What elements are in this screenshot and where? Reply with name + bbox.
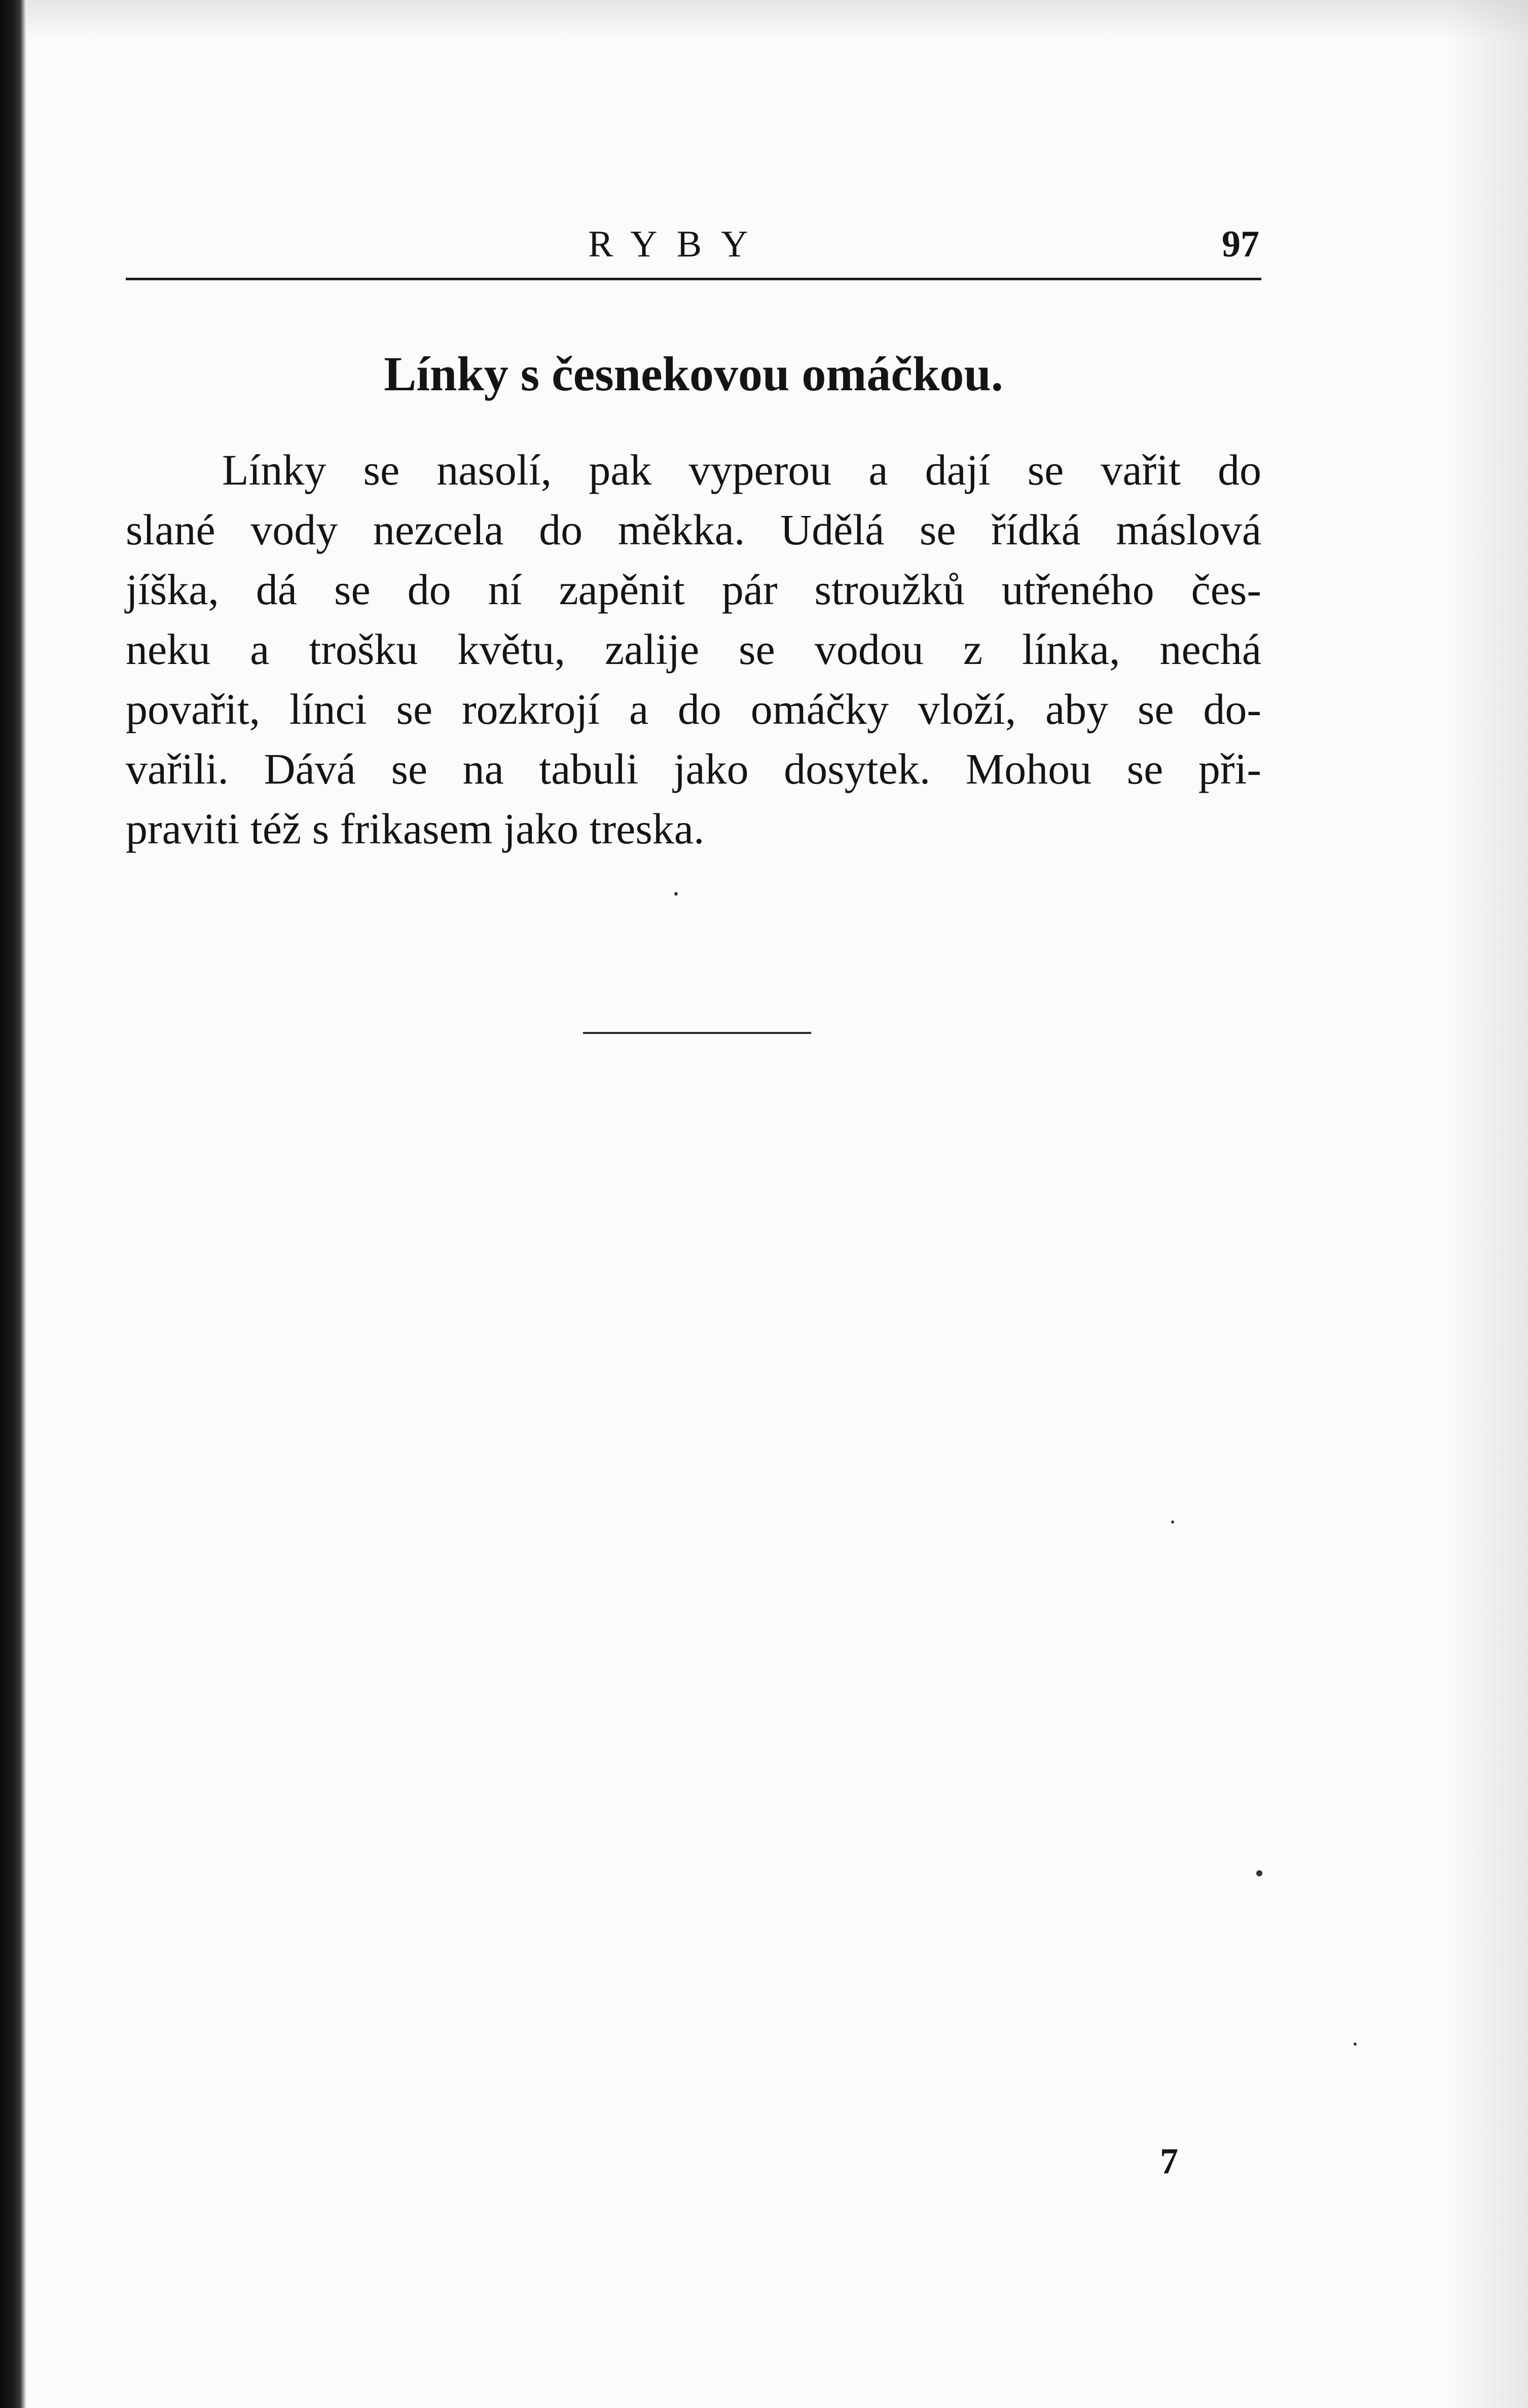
ink-speck xyxy=(1256,1870,1262,1876)
recipe-line: slané vody nezcela do měkka. Udělá se řídká máslová xyxy=(126,505,1261,554)
running-head: RYBY xyxy=(588,224,768,265)
ink-speck xyxy=(1171,1521,1174,1524)
recipe-body xyxy=(126,440,1261,859)
ink-speck xyxy=(674,892,678,896)
page-top-shading xyxy=(26,0,1528,41)
recipe-line: vařili. Dává se na tabuli jako dosytek. Mohou se při- xyxy=(126,745,1261,793)
recipe-line: praviti též s frikasem jako treska. xyxy=(126,804,705,853)
binding-edge xyxy=(0,0,26,2408)
recipe-line: Línky se nasolí, pak vyperou a dají se vařit do xyxy=(222,446,1261,494)
page-edge-shading xyxy=(1447,0,1528,2408)
signature-mark: 7 xyxy=(1160,2141,1178,2181)
header-rule xyxy=(126,278,1261,280)
recipe-title: Línky s česnekovou omáčkou. xyxy=(384,347,1003,401)
recipe-line: neku a trošku květu, zalije se vodou z línka, nechá xyxy=(126,625,1261,674)
recipe-line: povařit, línci se rozkrojí a do omáčky vloží, aby se do- xyxy=(126,685,1261,733)
ink-speck xyxy=(1354,2043,1357,2046)
recipe-line: jíška, dá se do ní zapěnit pár stroužků utřeného čes- xyxy=(126,565,1261,614)
page-number: 97 xyxy=(1222,224,1259,265)
section-end-rule xyxy=(583,1032,811,1034)
